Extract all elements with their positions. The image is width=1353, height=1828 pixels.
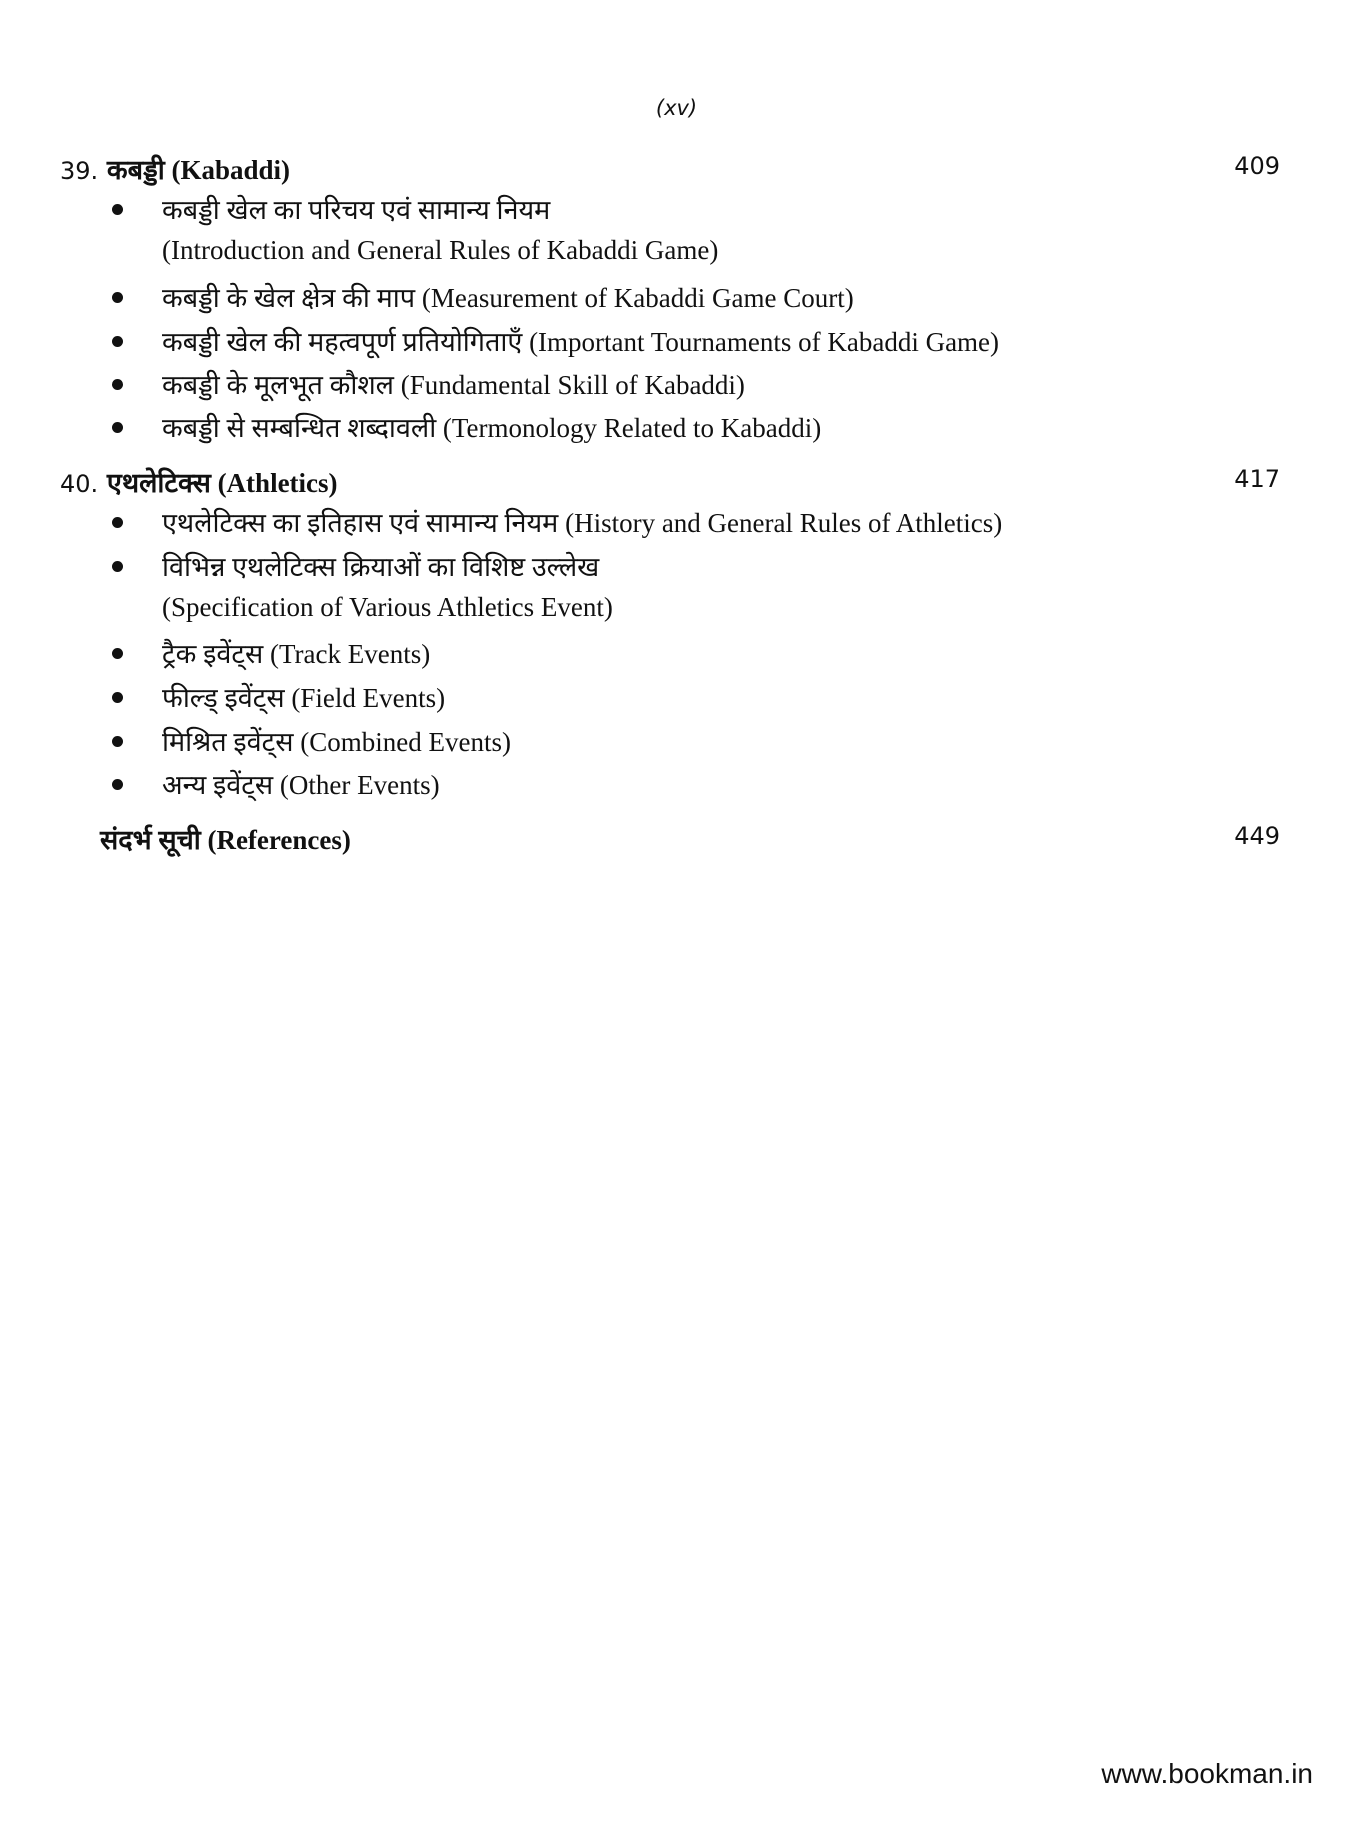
chapter-heading [60,463,1280,497]
references-title: संदर्भ सूची (References) [100,825,351,855]
chapter-title [60,463,338,500]
bullet-icon [112,517,123,528]
chapter-title [60,150,290,187]
list-item-text: कबड्डी खेल का परिचय एवं सामान्य नियम [162,195,551,225]
chapter-title-text: एथलेटिक्स (Athletics) [106,468,338,498]
list-item-text: विभिन्न एथलेटिक्स क्रियाओं का विशिष्ट उल्लेख [162,552,600,582]
list-item-text: कबड्डी के मूलभूत कौशल (Fundamental Skill of Kabaddi) [162,370,745,400]
chapter-heading [60,150,1280,184]
chapter-page-number: 417 [1234,465,1280,493]
bullet-icon [112,204,123,215]
chapter-title-text: कबड्डी (Kabaddi) [106,155,290,185]
bullet-icon [112,692,123,703]
page-number: (xv) [655,96,698,120]
list-item-text: मिश्रित इवेंट्स (Combined Events) [162,727,511,757]
website-footer: www.bookman.in [1101,1758,1313,1789]
list-item-text: कबड्डी से सम्बन्धित शब्दावली (Termonology Related to Kabaddi) [162,413,822,443]
chapter-number: 39. [60,157,99,185]
list-item-text-english: (Specification of Various Athletics Event) [162,592,613,622]
bullet-icon [112,648,123,659]
list-item-text: फील्ड् इवेंट्स (Field Events) [162,683,446,713]
list-item-text: कबड्डी खेल की महत्वपूर्ण प्रतियोगिताएँ (Important Tournaments of Kabaddi Game) [162,327,1000,357]
chapter-page-number: 409 [1234,152,1280,180]
chapter-number: 40. [60,470,99,498]
bullet-icon [112,292,123,303]
list-item-text: ट्रैक इवेंट्स (Track Events) [162,639,431,669]
bullet-icon [112,779,123,790]
bullet-icon [112,561,123,572]
list-item-text: अन्य इवेंट्स (Other Events) [162,770,440,800]
list-item-text: एथलेटिक्स का इतिहास एवं सामान्य नियम (History and General Rules of Athletics) [162,508,1003,538]
references-heading [100,820,1280,854]
bullet-icon [112,736,123,747]
bullet-icon [112,336,123,347]
list-item-text-english: (Introduction and General Rules of Kabaddi Game) [162,235,719,265]
bullet-icon [112,422,123,433]
bullet-icon [112,379,123,390]
list-item-text: कबड्डी के खेल क्षेत्र की माप (Measurement of Kabaddi Game Court) [162,283,854,313]
references-page-number: 449 [1234,822,1280,850]
